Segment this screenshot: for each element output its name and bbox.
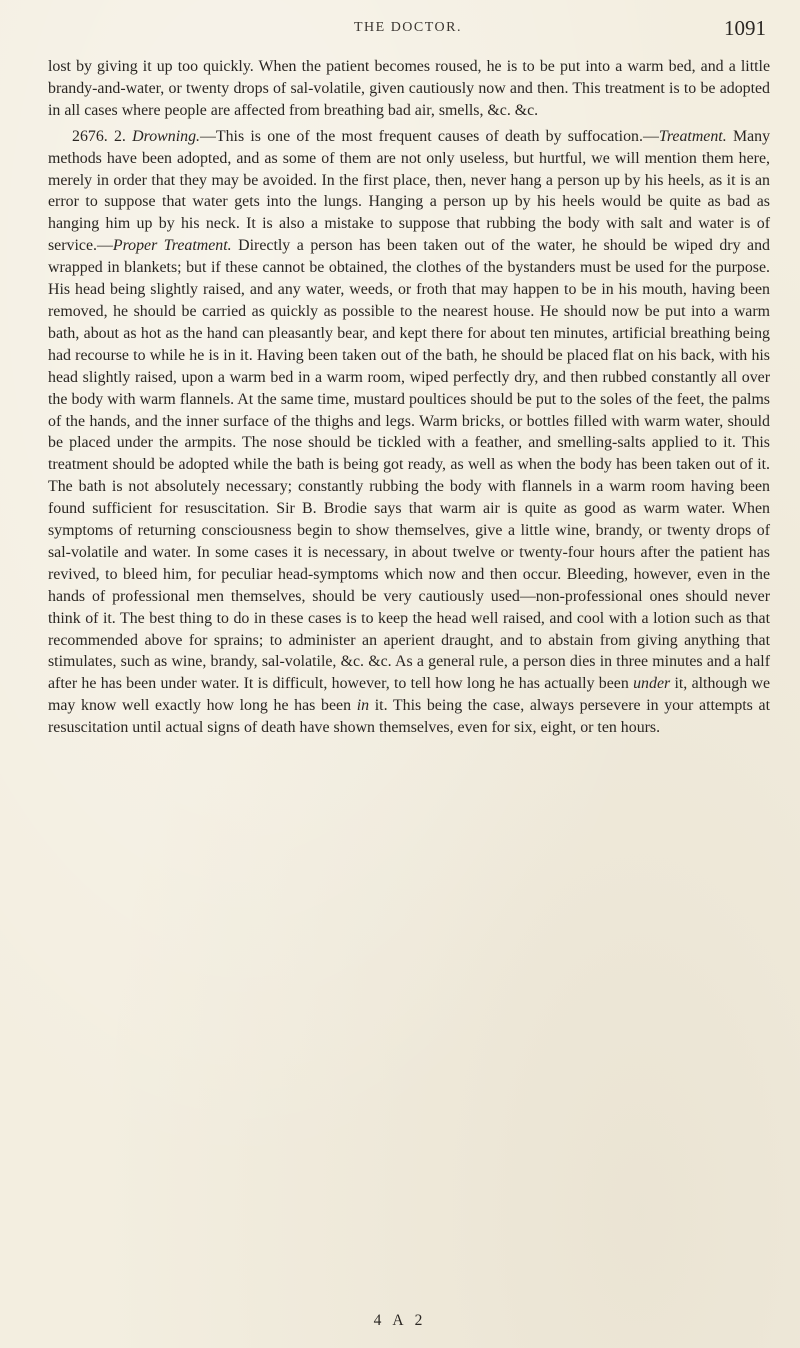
printer-signature: 4 A 2 <box>373 1312 427 1329</box>
closing-text-1: it, although we may know well exactly how long he has been <box>48 675 771 715</box>
proper-treatment-label: Proper Treatment. <box>112 237 232 255</box>
paragraph-continuation <box>48 56 770 122</box>
proper-treatment-text: Directly a person has been taken out of the water, he should be wiped dry and wrapped in blankets; but if these cannot be obtained, the clothes of the bystanders must be used for the purpose. His head being slightly raised, and any water, weeds, or froth that may happen to be in his mouth, having been removed, he should be carried as quickly as possible to the nearest house. He should now be put into a warm bath, about as hot as the hand can pleasantly bear, and kept there for about ten minutes, artificial breathing being had recourse to while he is in it. Having been taken out of the bath, he should be placed flat on his back, with his head slightly raised, upon a warm bed in a warm room, wiped perfectly dry, and then rubbed constantly all over the body with warm flannels. At the same time, mustard poultices should be put to the soles of the feet, the palms of the hands, and the inner surface of the thighs and legs. Warm bricks, or bottles filled with warm water, should be placed under the armpits. The nose should be tickled with a feather, and smelling-salts applied to it. This treatment should be adopted while the bath is being got ready, as well as when the body has been taken out of it. The bath is not absolutely necessary; constantly rubbing the body with flannels in a warm room having been found sufficient for resuscitation. Sir B. Brodie says that warm air is quite as good as warm water. When symptoms of returning consciousness begin to show themselves, give a little wine, brandy, or twenty drops of sal-volatile and water. In some cases it is necessary, in about twelve or twenty-four hours after the patient has revived, to bleed him, for peculiar head-symptoms which now and then occur. Bleeding, however, even in the hands of professional men themselves, should be very cautiously used—non-professional ones should never think of it. The best thing to do in these cases is to keep the head well raised, and cool with a lotion such as that recommended above for sprains; to administer an aperient draught, and to abstain from giving anything that stimulates, such as wine, brandy, sal-volatile, &c. &c. As a general rule, a person dies in three minutes and a half after he has been under water. It is difficult, however, to tell how long he has actually been <box>48 237 770 693</box>
section-intro: —This is one of the most frequent causes of death by suffocation.— <box>200 127 659 145</box>
paragraph-continuation-text: lost by giving it up too quickly. When the patient becomes roused, he is to be put into a warm bed, and a little brandy-and-water, or twenty drops of sal-volatile, given cautiously now and then. This treatment is to be adopted in all cases where people are affected from breathing bad air, smells, &c. &c. <box>48 58 770 119</box>
treatment-text: Many methods have been adopted, and as some of them are not only useless, but hurtful, we will mention them here, merely in order that they may be avoided. In the first place, then, never hang a person up by his heels, as it is an error to suppose that water gets into the lungs. Hanging a person up by his heels would be quite as bad as hanging him up by his neck. It is also a mistake to suppose that rubbing the body with salt and water is of service.— <box>48 127 771 255</box>
emphasis-in: in <box>356 697 370 715</box>
treatment-label: Treatment. <box>658 127 727 145</box>
section-heading: Drowning. <box>132 127 201 145</box>
running-title: THE DOCTOR. <box>353 20 463 35</box>
paragraph-drowning <box>48 126 770 739</box>
section-number: 2676. 2. <box>72 127 126 145</box>
emphasis-under: under <box>633 675 671 693</box>
page-number: 1091 <box>724 16 766 40</box>
closing-text-2: it. This being the case, always persevere in your attempts at resuscitation until actual signs of death have shown themselves, even for six, eight, or ten hours. <box>48 697 770 737</box>
running-head <box>48 16 768 44</box>
body-text <box>48 56 770 739</box>
